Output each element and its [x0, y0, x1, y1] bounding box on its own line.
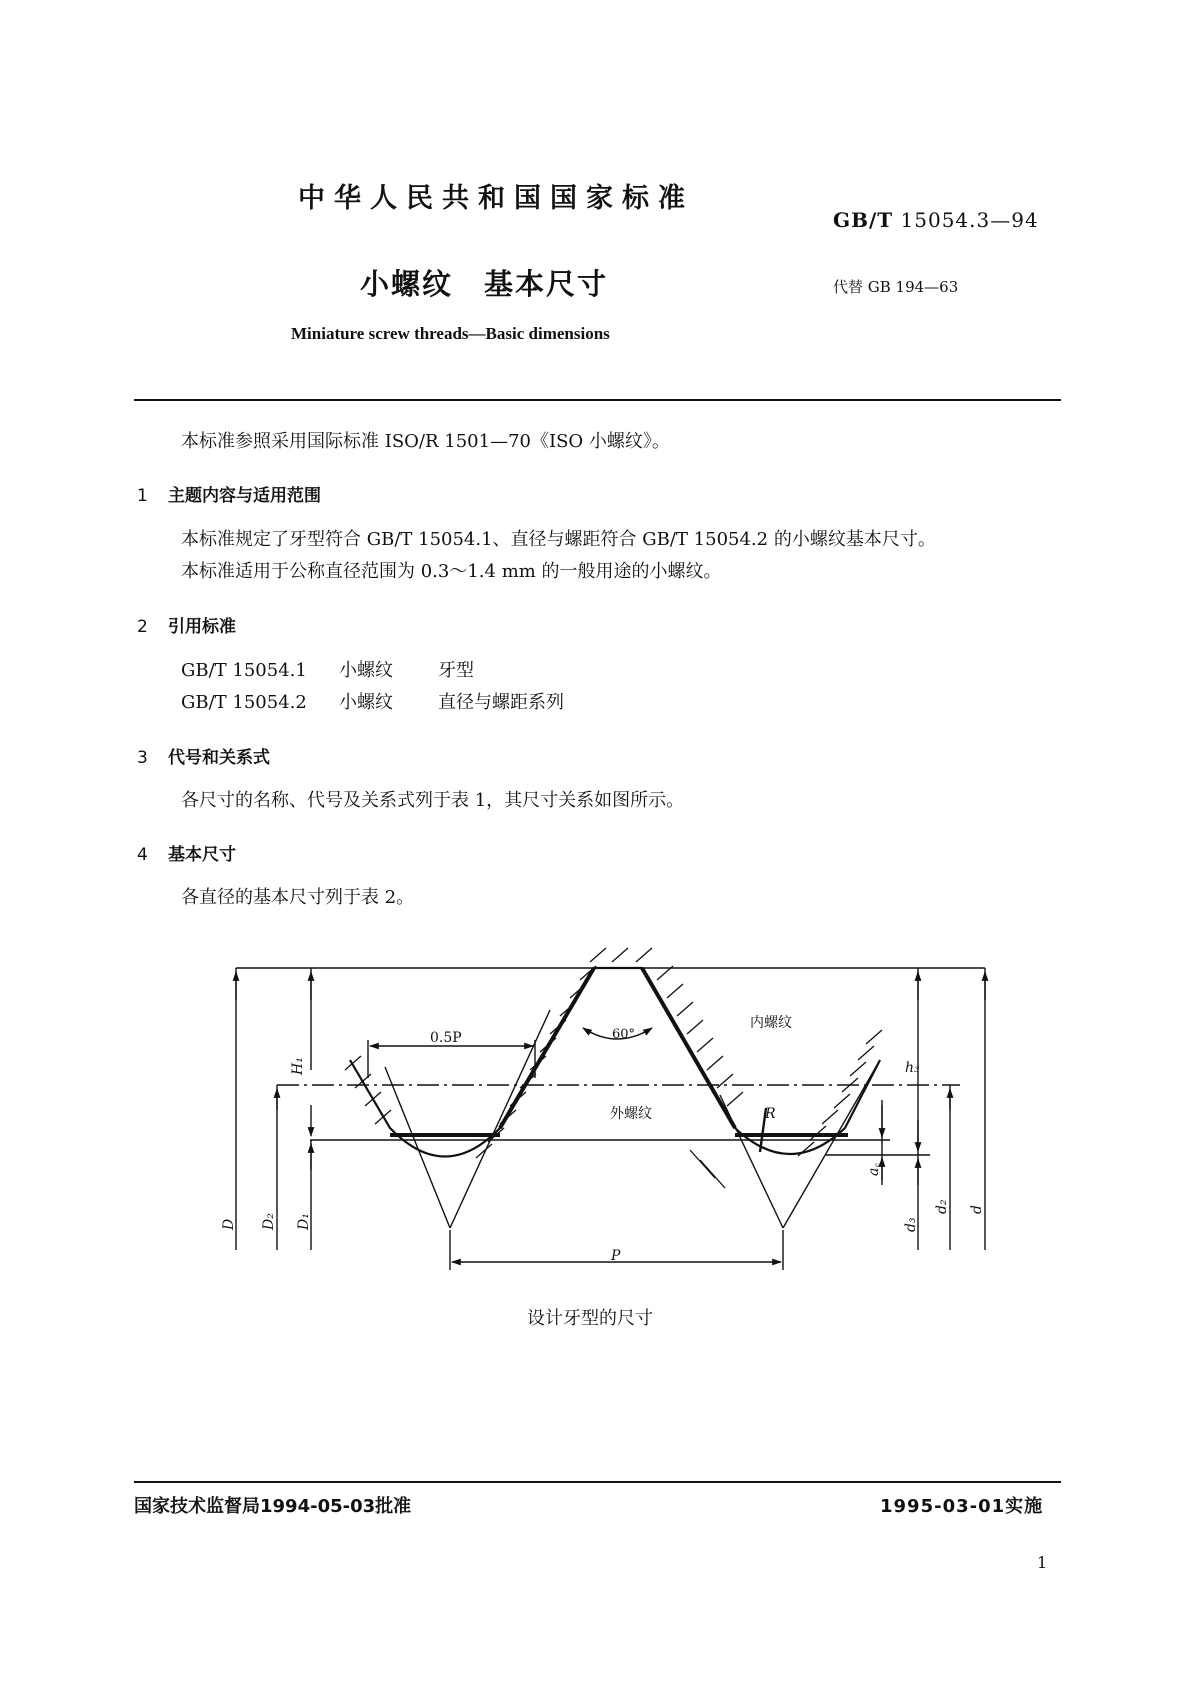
section-title: 代号和关系式 [168, 748, 270, 768]
section-4-paragraph: 各直径的基本尺寸列于表 2。 [181, 887, 415, 908]
effective-date: 1995-03-01实施 [880, 1496, 1044, 1517]
national-standard-heading: 中华人民共和国国家标准 [298, 183, 694, 214]
label-D2: D₂ [261, 1213, 277, 1230]
thread-profile-outline [350, 968, 880, 1157]
label-internal-thread: 内螺纹 [750, 1015, 792, 1031]
standard-code-number: 15054.3—94 [900, 208, 1039, 232]
label-external-thread: 外螺纹 [610, 1106, 652, 1122]
reference-code: GB/T 15054.1 [181, 660, 307, 681]
section-1-paragraph-2: 本标准适用于公称直径范围为 0.3～1.4 mm 的一般用途的小螺纹。 [181, 561, 722, 582]
label-H1: H₁ [290, 1057, 306, 1075]
fundamental-triangle-line [385, 1067, 450, 1228]
section-number: 4 [137, 845, 148, 865]
reference-code: GB/T 15054.2 [181, 692, 307, 713]
reference-category: 小螺纹 [339, 692, 393, 713]
label-D: D [221, 1218, 237, 1230]
section-number: 3 [137, 748, 148, 768]
label-angle: 60° [612, 1027, 636, 1042]
label-d2: d₂ [934, 1199, 950, 1214]
label-h3: h₃ [905, 1060, 920, 1076]
label-D1: D₁ [296, 1213, 312, 1230]
section-title: 基本尺寸 [168, 845, 236, 865]
standard-code-prefix: GB/T [833, 208, 894, 232]
reference-category: 小螺纹 [339, 660, 393, 681]
section-title: 引用标准 [168, 617, 236, 637]
reference-name: 直径与螺距系列 [438, 692, 564, 713]
replaces-note: 代替 GB 194—63 [833, 278, 959, 296]
thread-flank [500, 968, 594, 1128]
intro-paragraph: 本标准参照采用国际标准 ISO/R 1501—70《ISO 小螺纹》。 [181, 431, 670, 452]
page-number: 1 [1037, 1553, 1048, 1572]
label-ac: a꜀ [866, 1162, 882, 1176]
reference-name: 牙型 [438, 660, 474, 681]
label-pitch: P [611, 1248, 621, 1264]
english-title: Miniature screw threads—Basic dimensions [291, 324, 610, 343]
label-radius: R [765, 1106, 776, 1122]
label-d: d [969, 1205, 985, 1214]
document-title: 小螺纹 基本尺寸 [360, 267, 609, 301]
label-half-pitch: 0.5P [430, 1030, 462, 1046]
section-number: 1 [137, 486, 148, 506]
thread-flank [642, 968, 735, 1128]
section-title: 主题内容与适用范围 [168, 486, 321, 506]
footer-rule [134, 1481, 1061, 1483]
figure-caption: 设计牙型的尺寸 [527, 1308, 653, 1329]
section-1-paragraph-1: 本标准规定了牙型符合 GB/T 15054.1、直径与螺距符合 GB/T 15054.2 的小螺纹基本尺寸。 [181, 529, 936, 550]
approval-note: 国家技术监督局1994-05-03批准 [134, 1496, 412, 1517]
section-number: 2 [137, 617, 148, 637]
section-3-paragraph: 各尺寸的名称、代号及关系式列于表 1，其尺寸关系如图所示。 [181, 790, 685, 811]
label-d3: d₃ [903, 1217, 919, 1232]
